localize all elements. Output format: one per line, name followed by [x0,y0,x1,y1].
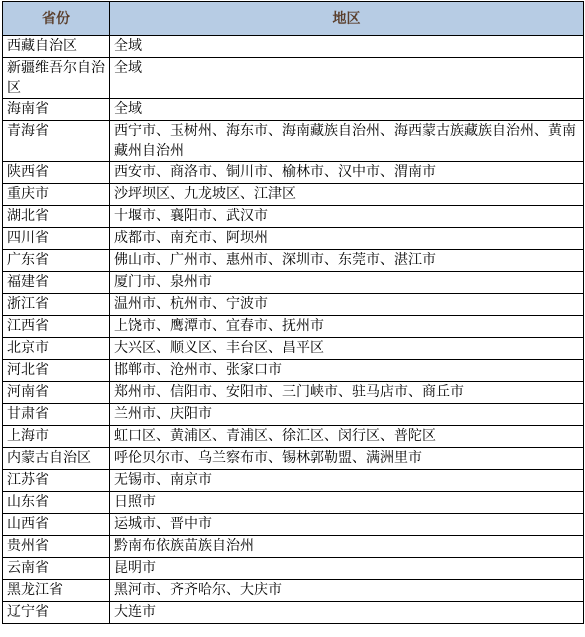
table-row [3,602,584,624]
table-row [3,536,584,558]
province-cell: 新疆维吾尔自治区 [3,58,110,99]
region-cell: 西宁市、玉树州、海东市、海南藏族自治州、海西蒙古族藏族自治州、黄南藏州自治州 [110,121,584,162]
table-row [3,294,584,316]
province-cell: 北京市 [3,338,110,360]
region-cell: 无锡市、南京市 [110,470,584,492]
province-cell: 山西省 [3,514,110,536]
region-cell: 十堰市、襄阳市、武汉市 [110,206,584,228]
province-cell: 江苏省 [3,470,110,492]
province-cell: 贵州省 [3,536,110,558]
table-row [3,448,584,470]
table-row [3,121,584,162]
region-cell: 上饶市、鹰潭市、宜春市、抚州市 [110,316,584,338]
table-row [3,272,584,294]
table-body [3,36,584,624]
region-cell: 全域 [110,58,584,99]
province-cell: 陕西省 [3,162,110,184]
province-cell: 内蒙古自治区 [3,448,110,470]
region-cell: 黑河市、齐齐哈尔、大庆市 [110,580,584,602]
region-cell: 成都市、南充市、阿坝州 [110,228,584,250]
table-row [3,514,584,536]
table-row [3,492,584,514]
province-cell: 四川省 [3,228,110,250]
province-cell: 云南省 [3,558,110,580]
table-row [3,558,584,580]
province-cell: 福建省 [3,272,110,294]
table-row [3,206,584,228]
province-cell: 上海市 [3,426,110,448]
region-cell: 郑州市、信阳市、安阳市、三门峡市、驻马店市、商丘市 [110,382,584,404]
province-cell: 重庆市 [3,184,110,206]
province-region-table-wrapper [2,1,584,624]
region-cell: 黔南布依族苗族自治州 [110,536,584,558]
province-region-table [2,1,584,624]
region-cell: 温州市、杭州市、宁波市 [110,294,584,316]
table-row [3,382,584,404]
region-cell: 运城市、晋中市 [110,514,584,536]
table-header-row [3,2,584,36]
province-cell: 浙江省 [3,294,110,316]
region-cell: 邯郸市、沧州市、张家口市 [110,360,584,382]
table-row [3,36,584,58]
table-row [3,470,584,492]
table-row [3,99,584,121]
province-cell: 江西省 [3,316,110,338]
table-row [3,228,584,250]
region-cell: 全域 [110,36,584,58]
province-cell: 山东省 [3,492,110,514]
region-cell: 昆明市 [110,558,584,580]
province-cell: 辽宁省 [3,602,110,624]
province-cell: 湖北省 [3,206,110,228]
region-cell: 大连市 [110,602,584,624]
table-row [3,338,584,360]
region-cell: 日照市 [110,492,584,514]
table-row [3,316,584,338]
table-row [3,404,584,426]
province-cell: 青海省 [3,121,110,162]
region-cell: 全域 [110,99,584,121]
province-cell: 甘肃省 [3,404,110,426]
province-cell: 黑龙江省 [3,580,110,602]
region-cell: 沙坪坝区、九龙坡区、江津区 [110,184,584,206]
region-cell: 西安市、商洛市、铜川市、榆林市、汉中市、渭南市 [110,162,584,184]
province-cell: 海南省 [3,99,110,121]
header-region: 地区 [110,2,584,36]
table-row [3,184,584,206]
region-cell: 呼伦贝尔市、乌兰察布市、锡林郭勒盟、满洲里市 [110,448,584,470]
table-row [3,580,584,602]
header-province: 省份 [3,2,110,36]
province-cell: 广东省 [3,250,110,272]
table-row [3,162,584,184]
table-row [3,250,584,272]
region-cell: 虹口区、黄浦区、青浦区、徐汇区、闵行区、普陀区 [110,426,584,448]
province-cell: 河北省 [3,360,110,382]
table-row [3,58,584,99]
region-cell: 大兴区、顺义区、丰台区、昌平区 [110,338,584,360]
table-row [3,360,584,382]
province-cell: 西藏自治区 [3,36,110,58]
province-cell: 河南省 [3,382,110,404]
region-cell: 佛山市、广州市、惠州市、深圳市、东莞市、湛江市 [110,250,584,272]
table-row [3,426,584,448]
region-cell: 厦门市、泉州市 [110,272,584,294]
region-cell: 兰州市、庆阳市 [110,404,584,426]
